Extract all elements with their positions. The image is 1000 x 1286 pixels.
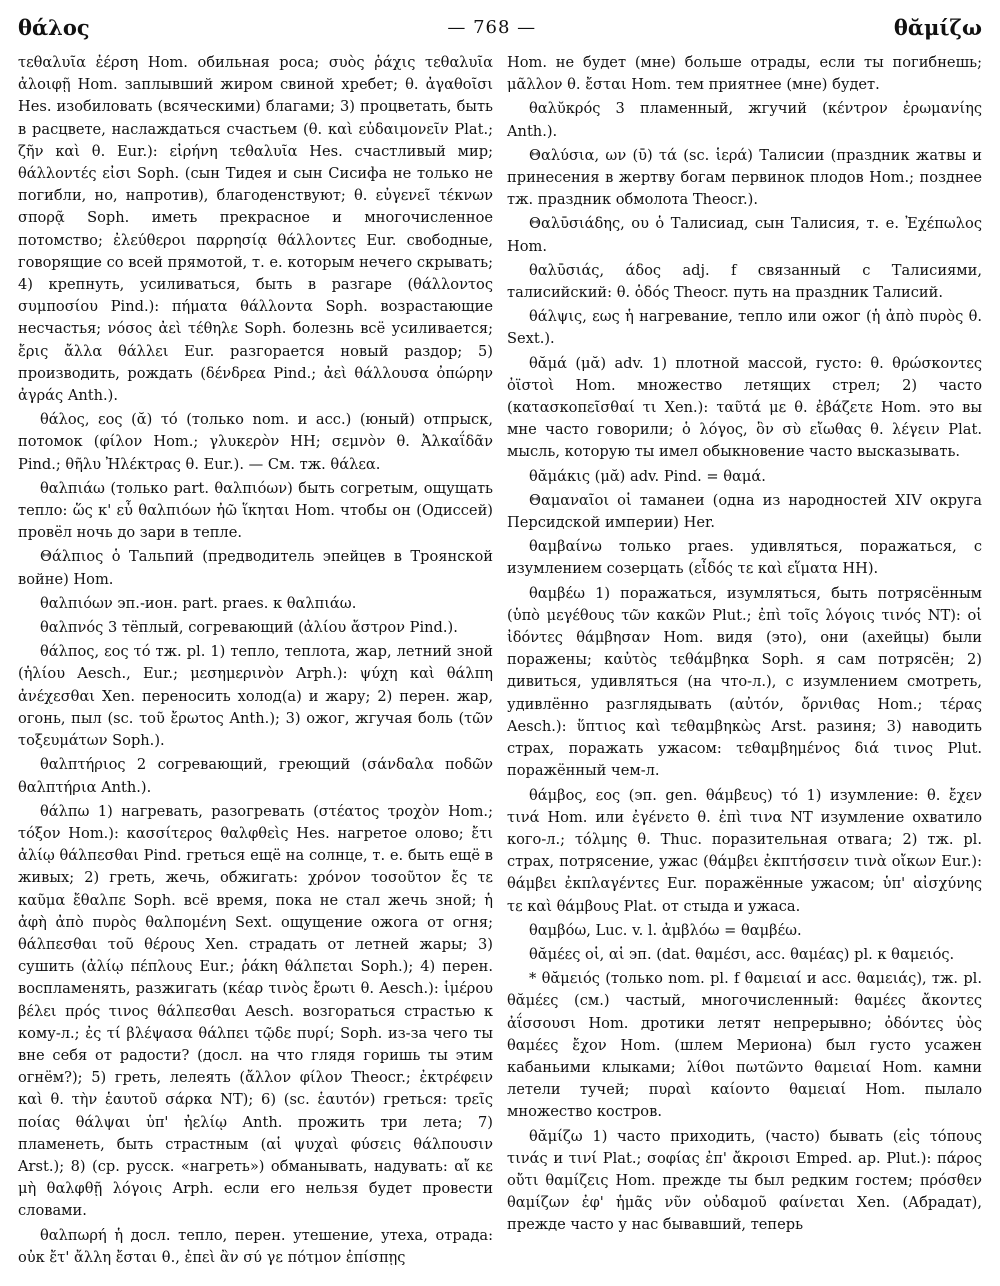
dictionary-entry: θάλος, εος (ᾰ) τό (только nom. и acc.) (юный) отпрыск, потомок (φίλον Hom.; γλυκερὸν HH; σεμνὸν θ. Ἀλκαΐδᾶν Pind.; θῆλυ Ἠλέκτρας θ. Eur.). — См. тж. θάλεα. [18,411,493,473]
dictionary-entry: θαμβέω 1) поражаться, изумляться, быть потрясённым (ὑπὸ μεγέθους τῶν κακῶν Plut.; ἐπὶ τοῖς λόγοις τινός NT): οἱ ἰδόντες θάμβησαν Hom. видя (это), они (ахейцы) были поражены; καὐτὸς τεθάμβηκα Soph. я сам потрясён; 2) дивиться, удивляться (на что-л.), с изумлением смотреть, удивлённо разглядывать (αὐτόν, ὄρνιθας Hom.; τέρας Aesch.): ὕπτιος καὶ τεθαμβηκὼς Arst. разиня; 3) наводить страх, поражать ужасом: τεθαμβημένος διά τινος Plut. поражённый чем-л. [507,584,982,780]
dictionary-entry: θάλπος, εος τό тж. pl. 1) тепло, теплота, жар, летний зной (ἡλίου Aesch., Eur.; μεσημερινὸν Arph.): ψύχη καὶ θάλπη ἀνέχεσθαι Xen. переносить холод(а) и жару; 2) перен. жар, огонь, пыл (sc. τοῦ ἔρωτος Anth.); 3) ожог, жгучая боль (τῶν τοξευμάτων Soph.). [18,643,493,750]
dictionary-entry: θάλπω 1) нагревать, разогревать (στέατος τροχὸν Hom.; τόξον Hom.): κασσίτερος θαλφθεὶς Hes. нагретое олово; ἔτι ἀλίῳ θάλπεσθαι Pind. греться ещё на солнце, т. е. быть ещё в живых; 2) греть, жечь, обжигать: χρόνον τοσοῦτον ἔς τε καῦμα ἔθαλπε Soph. всё время, пока не стал жечь зной; ἡ ἀφὴ ἀπὸ πυρὸς θαλπομένη Sext. ощущение ожога от огня; θάλπεσθαι τοῦ θέρους Xen. страдать от летней жары; 3) сушить (ἀλίῳ πέπλους Eur.; ῥάκη θάλπεται Soph.); 4) перен. воспламенять, разжигать (κέαρ τινὸς ἔρωτι θ. Aesch.): ἱμέρου βέλει πρός τινος θάλπεσθαι Aesch. возгораться страстью к кому-л.; ἐς τί βλέψασα θάλπει τῷδε πυρί; Soph. из-за чего ты вне себя от радости? (досл. на что глядя горишь ты этим огнём?); 5) греть, лелеять (ἄλλον φίλον Theocr.; ἐκτρέφειν καὶ θ. τὴν ἑαυτοῦ σάρκα NT); 6) (sc. ἑαυτόν) греться: τρεῖς ποίας θάλψαι ὑπ' ἠελίῳ Anth. прожить три лета; 7) пламенеть, быть страстным (αἱ ψυχαὶ φύσεις θάλπουσιν Arst.); 8) (ср. русск. «нагреть») обманывать, надувать: αἴ κε μὴ θαλφθῇ λόγοις Arph. если его нельзя будет провести словами. [18,802,493,1220]
dictionary-entry: θᾰμίζω 1) часто приходить, (часто) бывать (εἰς τόπους τινάς и τινί Plat.; σοφίας ἐπ' ἄκροισι Emped. ap. Plut.): πάρος οὔτι θαμίζεις Hom. прежде ты был редким гостем; πρόσθεν θαμίζων ἐφ' ἡμᾶς νῦν οὐδαμοῦ φαίνεται Xen. (Абрадат), прежде часто у нас бывавший, теперь [507,1127,982,1234]
dictionary-entry: θαμβόω, Luc. v. l. ἀμβλόω = θαμβέω. [529,921,802,939]
dictionary-entry: Θαλῡσιάδης, ου ὁ Талисиад, сын Талисия, т. е. Ἐχέπωλος Hom. [507,215,982,255]
dictionary-entry: θᾰμάκις (μᾰ) adv. Pind. = θαμά. [529,467,766,485]
dictionary-entry: θαλπιάω (только part. θαλπιόων) быть согретым, ощущать тепло: ὥς κ' εὖ θαλπιόων ἠῶ ἵκηται Hom. чтобы он (Одиссей) провёл ночь до зари в тепле. [18,479,493,542]
page-header [18,10,982,44]
text-columns [18,52,982,1276]
dictionary-entry: τεθαλυῖα ἐέρση Hom. обильная роса; συὸς ῥάχις τεθαλυῖα ἀλοιφῇ Hom. заплывший жиром свиной хребет; θ. ἀγαθοῖσι Hes. изобиловать (всяческими) благами; 3) процветать, быть в расцвете, наслаждаться счастьем (θ. καὶ εὐδαιμονεῖν Plat.; ζῆν καὶ θ. Eur.): εἰρήνη τεθαλυῖα Hes. счастливый мир; θάλλοντές εἰσι Soph. (сын Тидея и сын Сисифа не только не погибли, но, напротив), благоденствуют; θ. εὐγενεῖ τέκνων σπορᾷ Soph. иметь прекрасное и многочисленное потомство; ἐλεύθεροι παρρησίᾳ θάλλοντες Eur. свободные, говорящие со всей прямотой, т. е. которым нечего скрывать; 4) крепнуть, усиливаться, быть в разгаре (θάλλοντος συμποσίου Pind.): πήματα θάλλοντα Soph. возрастающие несчастья; νόσος ἀεὶ τέθηλε Soph. болезнь всё усиливается; ἔρις ἄλλα θάλλει Eur. разгорается новый раздор; 5) производить, рождать (δένδρεα Pind.; ἀεὶ θάλλουσα ὀπώρην ἀγράς Anth.). [18,54,493,405]
dictionary-entry: θᾰμέες οἱ, αἱ эп. (dat. θαμέσι, acc. θαμέας) pl. к θαμειός. [529,945,955,963]
left-running-headword: θάλος [18,14,90,40]
dictionary-entry: * θᾰμειός (только nom. pl. f θαμειαί и acc. θαμειάς), тж. pl. θᾰμέες (см.) частый, многочисленный: θαμέες ἄκοντες ἀΐσσουσι Hom. дротики летят непрерывно; ὀδόντες ὑὸς θαμέες ἔχον Hom. (шлем Мериона) был густо усажен кабаньими клыками; λίθοι πωτῶντο θαμειαί Hom. камни летели тучей; πυραὶ καίοντο θαμειαί Hom. пылало множество костров. [507,970,982,1121]
dictionary-entry: θαλῡσιάς, άδος adj. f связанный с Талисиями, талисийский: θ. ὁδός Theocr. путь на праздник Талисий. [507,261,982,302]
dictionary-entry: θαλπιόων эп.-ион. part. praes. к θαλπιάω. [40,594,357,612]
dictionary-entry: θάμβος, εος (эп. gen. θάμβευς) τό 1) изумление: θ. ἔχεν τινά Hom. или ἐγένετο θ. ἐπὶ τινα NT изумление охватило кого-л.; τόλμης θ. Thuc. поразительная отвага; 2) тж. pl. страх, потрясение, ужас (θάμβει ἐκπτήσσειν τινὰ οἴκων Eur.): θάμβει ἐκπλαγέντες Eur. поражённые ужасом; ὑπ' αἰσχύνης τε καὶ θάμβους Plat. от стыда и ужаса. [507,786,982,915]
dictionary-entry: Hom. не будет (мне) больше отрады, если ты погибнешь; μᾶλλον θ. ἔσται Hom. тем приятнее (мне) будет. [507,54,982,94]
dictionary-entry: θάλψις, εως ἡ нагревание, тепло или ожог (ἡ ἀπὸ πυρὸς θ. Sext.). [507,308,982,348]
dictionary-entry: θᾰμά (μᾰ) adv. 1) плотной массой, густо: θ. θρώσκοντες ὀϊστοὶ Hom. множество летящих стрел; 2) часто (κατασκοπεῖσθαί τι Xen.): ταῦτά με θ. ἐβάζετε Hom. это вы мне часто говорили; ὁ λόγος, ὃν σὺ εἴωθας θ. λέγειν Plat. мысль, которую ты имел обыкновение часто высказывать. [507,354,982,461]
left-column [18,52,493,1276]
dictionary-entry: θαμβαίνω только praes. удивляться, поражаться, с изумлением созерцать (εἶδός τε καὶ εἵματα HH). [507,538,982,578]
dictionary-entry: θαλῠκρός 3 пламенный, жгучий (κέντρον ἐρωμανίης Anth.). [507,100,982,140]
dictionary-entry: Θάλπιος ὁ Тальпий (предводитель эпейцев в Троянской войне) Hom. [18,548,493,588]
dictionary-entry: θαλπνός 3 тёплый, согревающий (ἀλίου ἄστρον Pind.). [40,619,458,637]
page-number: — 768 — [447,16,537,38]
dictionary-entry: θαλπωρή ἡ досл. тепло, перен. утешение, утеха, отрада: οὐκ ἔτ' ἄλλη ἔσται θ., ἐπεὶ ἂν σύ γε πότμον ἐπίσπῃς [18,1226,493,1266]
dictionary-entry: θαλπτήριος 2 согревающий, греющий (σάνδαλα ποδῶν θαλπτήρια Anth.). [18,756,493,796]
right-column [507,52,982,1276]
right-running-headword: θᾰμίζω [893,14,982,40]
dictionary-entry: Θαμαναῖοι οἱ таманеи (одна из народностей XIV округа Персидской империи) Her. [507,491,982,532]
dictionary-entry: Θαλύσια, ων (ῡ) τά (sc. ἱερά) Талисии (праздник жатвы и принесения в жертву богам первинок плодов Hom.; позднее тж. праздник обмолота Theocr.). [507,146,982,209]
